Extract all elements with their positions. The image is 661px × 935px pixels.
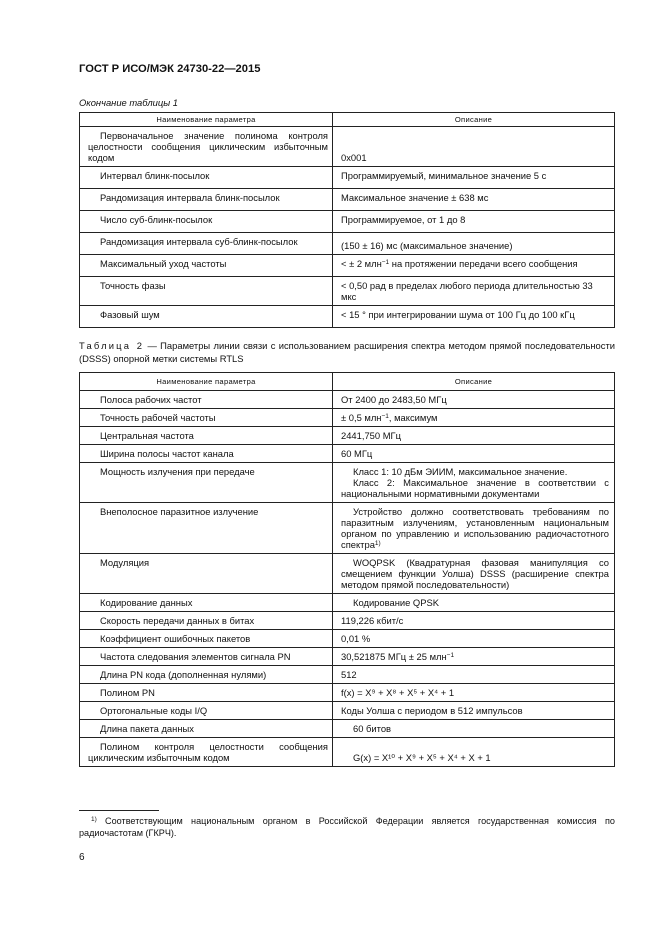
param-cell: Максимальный уход частоты bbox=[80, 255, 333, 277]
desc-cell: Класс 1: 10 дБм ЭИИМ, максимальное значение. Класс 2: Максимальное значение в соответствии с национальными нормативными документами bbox=[333, 463, 615, 503]
table-header-row bbox=[80, 113, 615, 127]
param-cell: Рандомизация интервала блинк-посылок bbox=[80, 189, 333, 211]
desc-cell: 119,226 кбит/с bbox=[333, 612, 615, 630]
param-cell: Полином PN bbox=[80, 684, 333, 702]
desc-cell: 0x001 bbox=[333, 127, 615, 167]
table-row bbox=[80, 427, 615, 445]
table-row bbox=[80, 554, 615, 594]
desc-cell: Кодирование QPSK bbox=[333, 594, 615, 612]
table-row bbox=[80, 167, 615, 189]
desc-cell: Устройство должно соответствовать требованиям по паразитным излучениям, установленным национальным органом по управлению и использованию радиочастотного спектра$^{1)}$ bbox=[333, 503, 615, 554]
param-cell: Полином контроля целостности сообщения циклическим избыточным кодом bbox=[80, 738, 333, 767]
document-header: ГОСТ Р ИСО/МЭК 24730-22—2015 bbox=[79, 63, 261, 75]
table1-continuation-label: Окончание таблицы 1 bbox=[79, 97, 178, 108]
param-cell: Модуляция bbox=[80, 554, 333, 594]
param-cell: Полоса рабочих частот bbox=[80, 391, 333, 409]
table-row bbox=[80, 211, 615, 233]
desc-cell: 60 битов bbox=[333, 720, 615, 738]
param-cell: Ширина полосы частот канала bbox=[80, 445, 333, 463]
param-cell: Ортогональные коды I/Q bbox=[80, 702, 333, 720]
footnote-mark: 1) bbox=[91, 816, 97, 823]
desc-cell: 512 bbox=[333, 666, 615, 684]
table-row bbox=[80, 445, 615, 463]
param-cell: Скорость передачи данных в битах bbox=[80, 612, 333, 630]
table-row bbox=[80, 702, 615, 720]
page-number: 6 bbox=[79, 852, 85, 863]
desc-cell: Программируемое, от 1 до 8 bbox=[333, 211, 615, 233]
footnote bbox=[79, 815, 615, 839]
table2-caption-text: — Параметры линии связи с использованием расширения спектра методом прямой последовательности (DSSS) опорной метки системы RTLS bbox=[79, 340, 615, 364]
desc-cell: 30,521875 МГц ± 25 млн$^{-1}$ bbox=[333, 648, 615, 666]
table-row bbox=[80, 463, 615, 503]
desc-cell: Коды Уолша с периодом в 512 импульсов bbox=[333, 702, 615, 720]
table-row bbox=[80, 255, 615, 277]
param-cell: Центральная частота bbox=[80, 427, 333, 445]
table-row bbox=[80, 233, 615, 255]
desc-cell: WOQPSK (Квадратурная фазовая манипуляция со смещением функции Уолша) DSSS (расширение спектра методом прямой последовательности) bbox=[333, 554, 615, 594]
desc-cell: < 15 ° при интегрировании шума от 100 Гц до 100 кГц bbox=[333, 306, 615, 328]
table-row bbox=[80, 738, 615, 767]
desc-cell: f(x) = X⁹ + X⁸ + X⁵ + X⁴ + 1 bbox=[333, 684, 615, 702]
param-cell: Длина PN кода (дополненная нулями) bbox=[80, 666, 333, 684]
table-row bbox=[80, 127, 615, 167]
param-cell: Точность рабочей частоты bbox=[80, 409, 333, 427]
table-1 bbox=[79, 112, 615, 328]
table-row bbox=[80, 648, 615, 666]
param-cell: Мощность излучения при передаче bbox=[80, 463, 333, 503]
table-row bbox=[80, 409, 615, 427]
table-row bbox=[80, 594, 615, 612]
param-cell: Интервал блинк-посылок bbox=[80, 167, 333, 189]
desc-cell: ± 0,5 млн$^{-1}$, максимум bbox=[333, 409, 615, 427]
desc-cell: (150 ± 16) мс (максимальное значение) bbox=[333, 233, 615, 255]
table-row bbox=[80, 720, 615, 738]
column-header-parameter: Наименование параметра bbox=[80, 373, 333, 391]
table-row bbox=[80, 666, 615, 684]
param-cell: Длина пакета данных bbox=[80, 720, 333, 738]
column-header-parameter: Наименование параметра bbox=[80, 113, 333, 127]
column-header-description: Описание bbox=[333, 373, 615, 391]
param-cell: Рандомизация интервала суб-блинк-посылок bbox=[80, 233, 333, 255]
desc-cell: 2441,750 МГц bbox=[333, 427, 615, 445]
desc-cell: 0,01 % bbox=[333, 630, 615, 648]
table-row bbox=[80, 189, 615, 211]
param-cell: Фазовый шум bbox=[80, 306, 333, 328]
column-header-description: Описание bbox=[333, 113, 615, 127]
table-row bbox=[80, 612, 615, 630]
footnote-ref: 1) bbox=[374, 540, 381, 547]
desc-cell: От 2400 до 2483,50 МГц bbox=[333, 391, 615, 409]
param-cell: Точность фазы bbox=[80, 277, 333, 306]
table2-caption-label: Таблица 2 bbox=[79, 340, 145, 351]
param-cell: Частота следования элементов сигнала PN bbox=[80, 648, 333, 666]
param-cell: Число суб-блинк-посылок bbox=[80, 211, 333, 233]
table-header-row bbox=[80, 373, 615, 391]
param-cell: Внеполосное паразитное излучение bbox=[80, 503, 333, 554]
table-row bbox=[80, 503, 615, 554]
table2-caption bbox=[79, 339, 615, 365]
table-row bbox=[80, 391, 615, 409]
table-2 bbox=[79, 372, 615, 767]
footnote-divider bbox=[79, 810, 159, 811]
param-cell: Кодирование данных bbox=[80, 594, 333, 612]
table-row bbox=[80, 630, 615, 648]
desc-cell: G(x) = X¹⁰ + X⁹ + X⁵ + X⁴ + X + 1 bbox=[333, 738, 615, 767]
desc-cell: Программируемый, минимальное значение 5 с bbox=[333, 167, 615, 189]
desc-cell: 60 МГц bbox=[333, 445, 615, 463]
param-cell: Коэффициент ошибочных пакетов bbox=[80, 630, 333, 648]
desc-cell: < ± 2 млн$^{-1}$ на протяжении передачи всего сообщения bbox=[333, 255, 615, 277]
footnote-text: Соответствующим национальным органом в Российской Федерации является государственная комиссия по радиочастотам (ГКРЧ). bbox=[79, 816, 615, 838]
table-row bbox=[80, 306, 615, 328]
table-row bbox=[80, 277, 615, 306]
desc-cell: < 0,50 рад в пределах любого периода длительностью 33 мкс bbox=[333, 277, 615, 306]
param-cell: Первоначальное значение полинома контроля целостности сообщения циклическим избыточным кодом bbox=[80, 127, 333, 167]
table-row bbox=[80, 684, 615, 702]
desc-cell: Максимальное значение ± 638 мс bbox=[333, 189, 615, 211]
